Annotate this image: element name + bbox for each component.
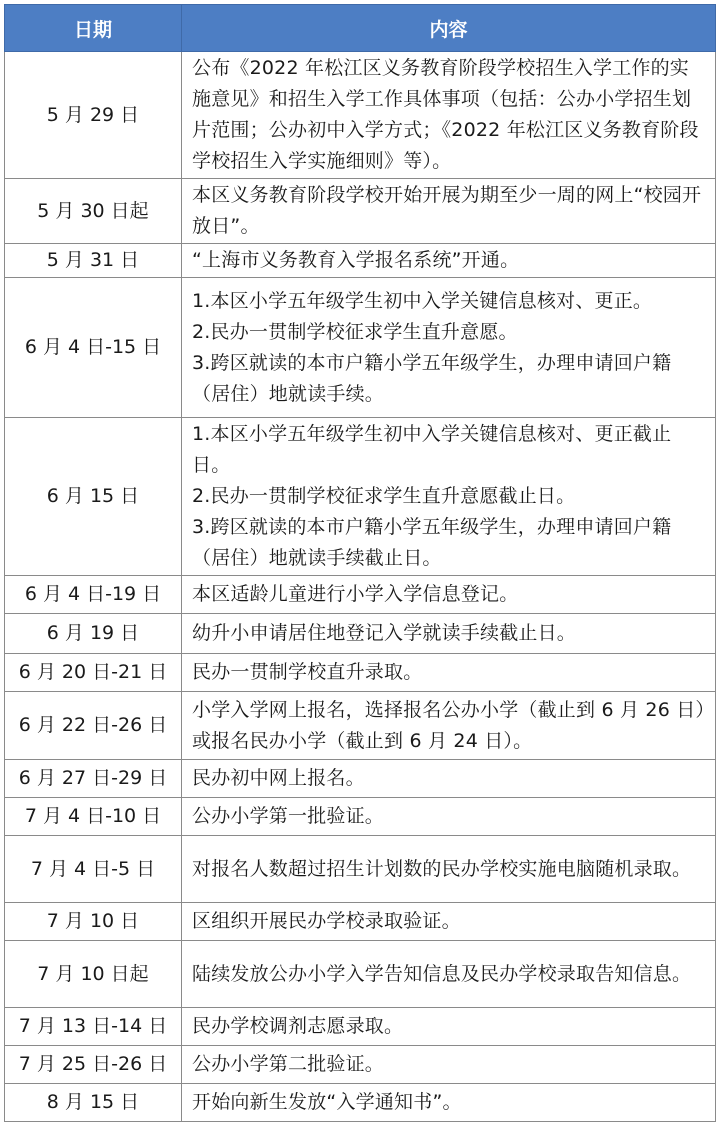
date-cell: 5 月 30 日起 [5, 179, 182, 244]
table-row [5, 941, 716, 1008]
date-cell: 7 月 25 日-26 日 [5, 1046, 182, 1084]
content-cell: 民办初中网上报名。 [182, 760, 716, 798]
table-row [5, 1046, 716, 1084]
table-row [5, 836, 716, 903]
content-cell: 本区义务教育阶段学校开始开展为期至少一周的网上“校园开放日”。 [182, 179, 716, 244]
table-row [5, 1008, 716, 1046]
enrollment-schedule-table [4, 4, 716, 1122]
date-cell: 6 月 20 日-21 日 [5, 654, 182, 692]
content-cell: 小学入学网上报名，选择报名公办小学（截止到 6 月 26 日）或报名民办小学（截止到 6 月 24 日）。 [182, 692, 716, 760]
date-cell: 6 月 4 日-15 日 [5, 278, 182, 418]
table-row [5, 52, 716, 179]
table-row [5, 179, 716, 244]
column-header-content: 内容 [182, 5, 716, 52]
date-cell: 6 月 22 日-26 日 [5, 692, 182, 760]
content-cell: 1.本区小学五年级学生初中入学关键信息核对、更正。 2.民办一贯制学校征求学生直升意愿。 3.跨区就读的本市户籍小学五年级学生，办理申请回户籍（居住）地就读手续。 [182, 278, 716, 418]
content-cell: 公办小学第一批验证。 [182, 798, 716, 836]
table-row [5, 654, 716, 692]
content-cell: 区组织开展民办学校录取验证。 [182, 903, 716, 941]
content-cell: 幼升小申请居住地登记入学就读手续截止日。 [182, 614, 716, 654]
date-cell: 6 月 4 日-19 日 [5, 576, 182, 614]
content-cell: 公办小学第二批验证。 [182, 1046, 716, 1084]
content-cell: 公布《2022 年松江区义务教育阶段学校招生入学工作的实施意见》和招生入学工作具体事项（包括：公办小学招生划片范围；公办初中入学方式；《2022 年松江区义务教育阶段学校招生入学实施细则》等）。 [182, 52, 716, 179]
date-cell: 5 月 31 日 [5, 244, 182, 278]
table-row [5, 418, 716, 576]
table-row [5, 1084, 716, 1122]
table-header-row [5, 5, 716, 52]
content-cell: 民办一贯制学校直升录取。 [182, 654, 716, 692]
date-cell: 7 月 10 日 [5, 903, 182, 941]
content-cell: 本区适龄儿童进行小学入学信息登记。 [182, 576, 716, 614]
date-cell: 7 月 4 日-5 日 [5, 836, 182, 903]
column-header-date: 日期 [5, 5, 182, 52]
table-row [5, 614, 716, 654]
content-cell: 开始向新生发放“入学通知书”。 [182, 1084, 716, 1122]
date-cell: 5 月 29 日 [5, 52, 182, 179]
date-cell: 7 月 10 日起 [5, 941, 182, 1008]
date-cell: 6 月 27 日-29 日 [5, 760, 182, 798]
content-cell: 陆续发放公办小学入学告知信息及民办学校录取告知信息。 [182, 941, 716, 1008]
table-row [5, 692, 716, 760]
date-cell: 7 月 4 日-10 日 [5, 798, 182, 836]
table-row [5, 576, 716, 614]
content-cell: “上海市义务教育入学报名系统”开通。 [182, 244, 716, 278]
content-cell: 1.本区小学五年级学生初中入学关键信息核对、更正截止日。 2.民办一贯制学校征求学生直升意愿截止日。 3.跨区就读的本市户籍小学五年级学生，办理申请回户籍（居住）地就读手续截止日。 [182, 418, 716, 576]
table-row [5, 760, 716, 798]
date-cell: 7 月 13 日-14 日 [5, 1008, 182, 1046]
table-row [5, 278, 716, 418]
content-cell: 对报名人数超过招生计划数的民办学校实施电脑随机录取。 [182, 836, 716, 903]
date-cell: 6 月 15 日 [5, 418, 182, 576]
table-row [5, 244, 716, 278]
table-row [5, 903, 716, 941]
content-cell: 民办学校调剂志愿录取。 [182, 1008, 716, 1046]
table-row [5, 798, 716, 836]
date-cell: 8 月 15 日 [5, 1084, 182, 1122]
date-cell: 6 月 19 日 [5, 614, 182, 654]
